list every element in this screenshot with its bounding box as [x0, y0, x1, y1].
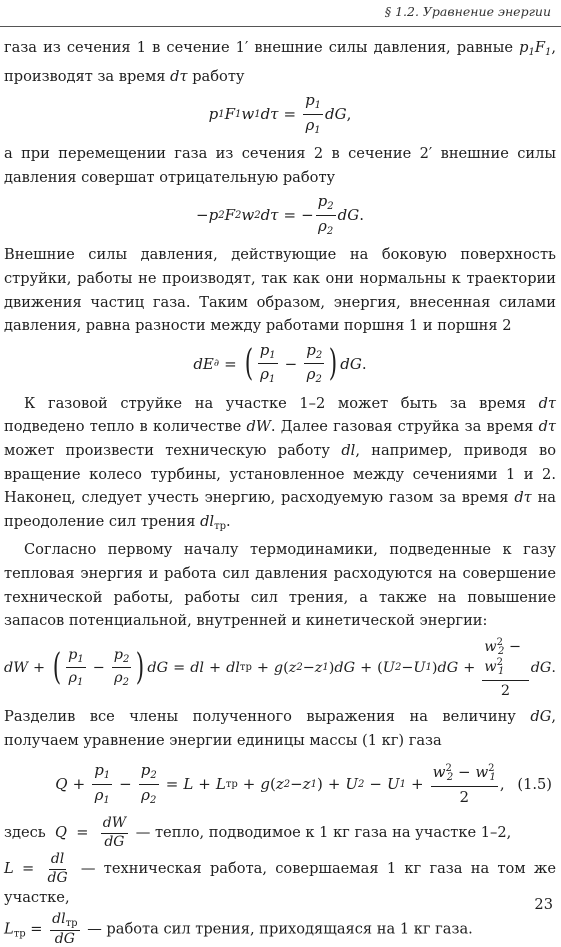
paragraph-4: К газовой струйке на участке 1–2 может быть за время dτ подведено тепло в количестве dW. Далее газовая струйка за время dτ может произвести техническую работу dl, например, приводя во вращение колесо турбины, установленное между сечениями 1 и 2. Наконец, следует учесть энергию, расходуемую газом за время dτ на преодоление сил трения $dl_{тр}$.: [4, 394, 557, 532]
running-head: § 1.2. Уравнение энергии: [384, 4, 551, 19]
equation-pressure-energy: dE ∂ = ( $\frac{p_1}{\rho_1}$ − $\frac{p_2}{\rho_2}$ ) dG .: [193, 340, 367, 386]
paragraph-5: Согласно первому началу термодинамики, подведенные к газу тепловая энергия и работа сил давления расходуются на совершение технической работы, работы сил трения, а также на повышение запасов потенциальной, внутренней и кинетической энергии:: [4, 541, 556, 630]
equation-work-2: − p 2 F 2 w 2 dτ = − $\frac{p_2}{\rho_2}$ dG .: [196, 192, 364, 237]
page-body: [4, 36, 556, 947]
definition-q: здесь Q = $\frac{dW}{dG}$ — тепло, подводимое к 1 кг газа на участке 1–2,: [4, 815, 512, 850]
page-number: 23: [534, 896, 553, 913]
equation-energy-balance: dW + ( $\frac{p_1}{\rho_1}$ − $\frac{p_2}{\rho_2}$ ) dG = dl + dl тр + g ( z 2 − z 1 ) dG + ( U 2 − U 1 ) dG + $\frac{w^2_2 - w^2_1}{2}$ dG .: [4, 636, 556, 699]
paragraph-2: а при перемещении газа из сечения 2 в сечение 2′ внешние силы давления совершат отрицательную работу: [4, 145, 556, 186]
paragraph-3: Внешние силы давления, действующие на боковую поверхность струйки, работы не производят, так как они нормальны к траектории движения частиц газа. Таким образом, энергия, внесенная силами давления, равна разности между работами поршня 1 и поршня 2: [4, 246, 556, 335]
definition-l: L = $\frac{dl}{dG}$ — техническая работа, совершаемая 1 кг газа на том же участке,: [4, 851, 556, 906]
equation-number: (1.5): [517, 775, 552, 793]
page-header: [0, 0, 561, 27]
paragraph-1: газа из сечения 1 в сечение 1′ внешние силы давления, равные $p_1F_1$, производят за время dτ работу: [4, 39, 556, 85]
equation-1-5: Q + $\frac{p_1}{\rho_1}$ − $\frac{p_2}{\rho_2}$ = L + L тр + g ( z 2 − z 1 ) + U 2 − U 1 + $\frac{w^2_2 - w^2_1}{2}$ , (1.5): [55, 761, 552, 806]
paragraph-6: Разделив все члены полученного выражения на величину dG, получаем уравнение энергии единицы массы (1 кг) газа: [4, 708, 556, 749]
definition-l-friction: $L_{тр}$ = $\frac{dl_{тр}}{dG}$ — работа сил трения, приходящаяся на 1 кг газа.: [4, 910, 473, 947]
equation-work-1: p 1 F 1 w 1 dτ = $\frac{p_1}{\rho_1}$ dG ,: [208, 91, 352, 136]
